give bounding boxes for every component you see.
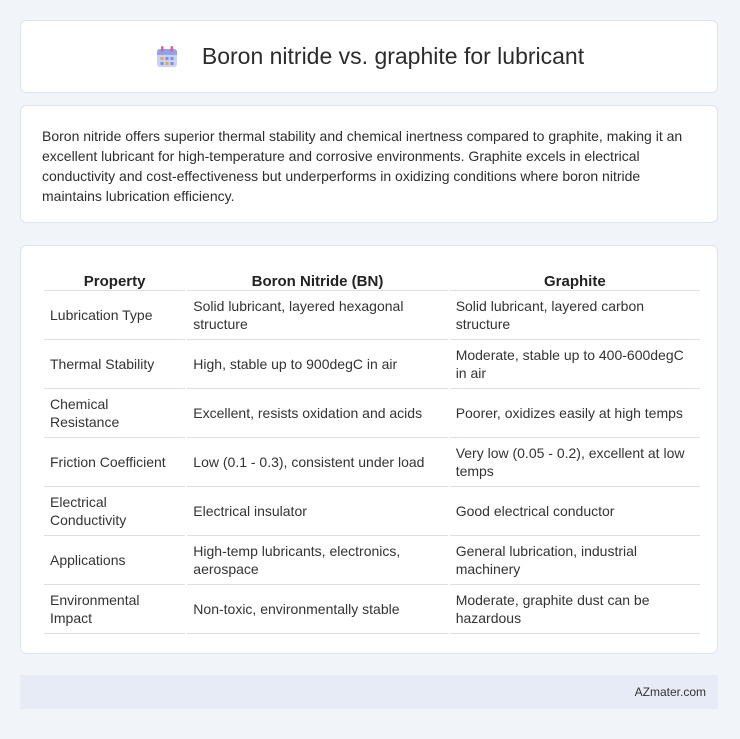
table-header-row	[44, 264, 700, 290]
footer	[20, 675, 718, 709]
table-row	[44, 584, 700, 634]
table-cell-graphite: Poorer, oxidizes easily at high temps	[450, 388, 700, 437]
table-row	[44, 388, 700, 437]
table-cell-boron-nitride: Non-toxic, environmentally stable	[187, 584, 447, 634]
table-row	[44, 535, 700, 584]
comparison-table	[42, 264, 702, 634]
header-property: Property	[83, 273, 146, 290]
summary-text: Boron nitride offers superior thermal stability and chemical inertness compared to graphite, making it an excellent lubricant for high-temperature and corrosive environments. Graphite excels in electrical conductivity and cost-effectiveness but underperforms in oxidizing conditions where boron nitride maintains lubrication efficiency.	[42, 128, 683, 204]
table-cell-boron-nitride: High-temp lubricants, electronics, aerospace	[187, 535, 447, 584]
table-cell-boron-nitride: High, stable up to 900degC in air	[187, 339, 447, 388]
table-row	[44, 486, 700, 535]
table-cell-boron-nitride: Excellent, resists oxidation and acids	[187, 388, 447, 437]
calendar-icon	[154, 44, 180, 70]
table-cell-graphite: Very low (0.05 - 0.2), excellent at low temps	[450, 437, 700, 486]
table-cell-boron-nitride: Low (0.1 - 0.3), consistent under load	[187, 437, 447, 486]
header-boron-nitride: Boron Nitride (BN)	[251, 273, 384, 290]
page-title: Boron nitride vs. graphite for lubricant	[201, 43, 585, 69]
table-cell-graphite: Moderate, graphite dust can be hazardous	[450, 584, 700, 634]
table-cell-property: Electrical Conductivity	[44, 486, 185, 535]
title-card	[20, 20, 718, 93]
footer-brand: AZmater.com	[634, 685, 706, 699]
table-cell-boron-nitride: Solid lubricant, layered hexagonal structure	[187, 290, 447, 339]
table-row	[44, 437, 700, 486]
table-cell-property: Lubrication Type	[44, 290, 185, 339]
table-cell-property: Applications	[44, 535, 185, 584]
table-cell-graphite: General lubrication, industrial machinery	[450, 535, 700, 584]
table-cell-boron-nitride: Electrical insulator	[187, 486, 447, 535]
table-cell-graphite: Moderate, stable up to 400-600degC in air	[450, 339, 700, 388]
table-cell-graphite: Solid lubricant, layered carbon structure	[450, 290, 700, 339]
summary-card	[20, 105, 718, 223]
table-cell-property: Friction Coefficient	[44, 437, 185, 486]
comparison-table-card	[20, 245, 718, 654]
table-cell-property: Thermal Stability	[44, 339, 185, 388]
table-cell-property: Environmental Impact	[44, 584, 185, 634]
table-cell-property: Chemical Resistance	[44, 388, 185, 437]
table-row	[44, 290, 700, 339]
table-cell-graphite: Good electrical conductor	[450, 486, 700, 535]
table-row	[44, 339, 700, 388]
header-graphite: Graphite	[544, 273, 606, 290]
